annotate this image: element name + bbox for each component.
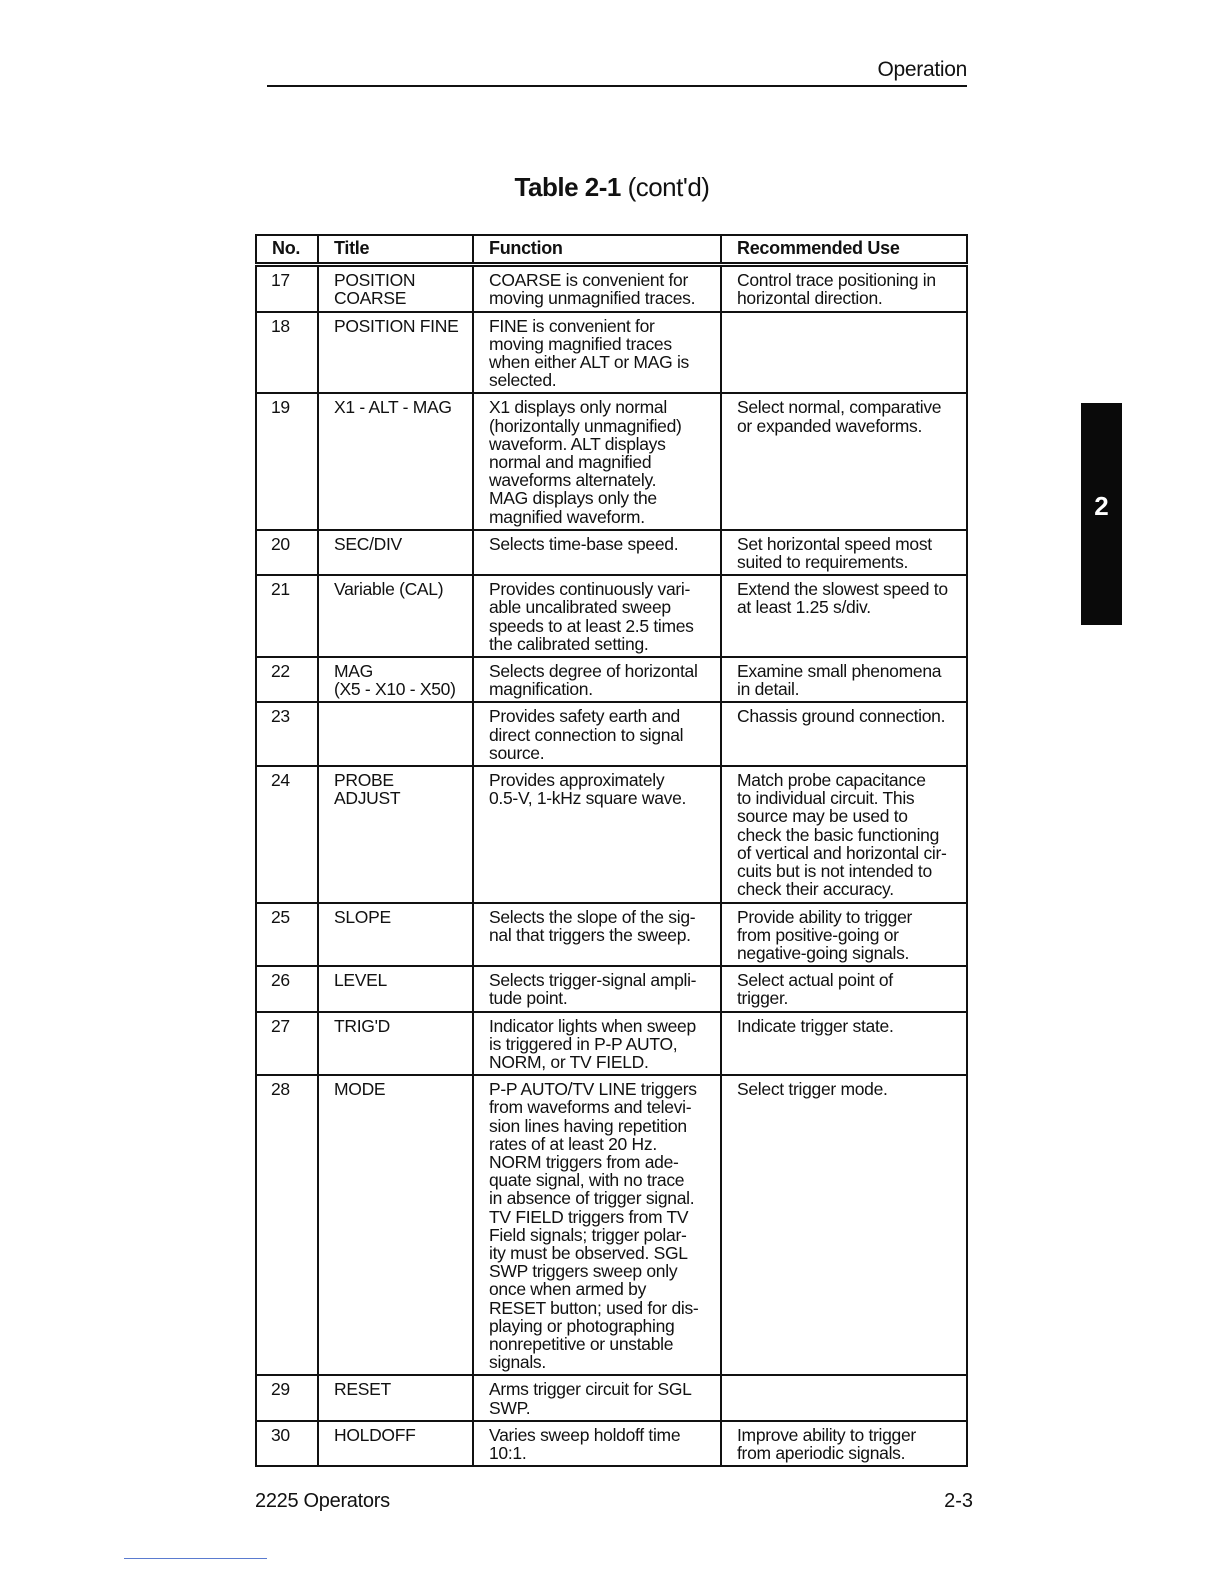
row-recommended-use: Indicate trigger state. [721,1012,967,1076]
running-header: Operation [877,58,967,81]
row-function: X1 displays only normal (horizontally unmagnified) waveform. ALT displays normal and magnified waveforms alternately. MAG displays only the magnified waveform. [473,393,721,529]
table-title [0,172,1224,203]
row-recommended-use: Select trigger mode. [721,1075,967,1375]
row-function: Selects time-base speed. [473,530,721,575]
table-row [256,903,967,967]
row-title: X1 - ALT - MAG [318,393,473,529]
row-function: Provides approximately 0.5-V, 1-kHz square wave. [473,766,721,902]
row-title: HOLDOFF [318,1421,473,1466]
row-number: 26 [256,966,318,1011]
table-row [256,312,967,394]
row-number: 24 [256,766,318,902]
row-number: 20 [256,530,318,575]
row-recommended-use: Improve ability to trigger from aperiodic signals. [721,1421,967,1466]
section-tab [1081,403,1122,625]
row-function: Selects degree of horizontal magnification. [473,657,721,702]
row-recommended-use [721,1375,967,1420]
footer-page-number: 2-3 [944,1490,973,1512]
row-recommended-use: Set horizontal speed most suited to requirements. [721,530,967,575]
table-row [256,1012,967,1076]
table-row [256,393,967,529]
table-row [256,966,967,1011]
table-row [256,1421,967,1466]
row-function: Provides continuously vari- able uncalibrated sweep speeds to at least 2.5 times the calibrated setting. [473,575,721,657]
row-function: Varies sweep holdoff time 10:1. [473,1421,721,1466]
table-row [256,575,967,657]
table-row [256,1375,967,1420]
table-row [256,1075,967,1375]
row-title: POSITION FINE [318,312,473,394]
row-recommended-use: Chassis ground connection. [721,702,967,766]
table-row [256,766,967,902]
table-header-row [256,235,967,265]
row-title: TRIG'D [318,1012,473,1076]
table-row [256,657,967,702]
controls-table [255,234,968,1467]
row-number: 23 [256,702,318,766]
section-tab-label: 2 [1094,491,1109,521]
col-header-title: Title [318,235,473,265]
row-function: FINE is convenient for moving magnified traces when either ALT or MAG is selected. [473,312,721,394]
col-header-function: Function [473,235,721,265]
row-function: Indicator lights when sweep is triggered in P-P AUTO, NORM, or TV FIELD. [473,1012,721,1076]
row-title: Variable (CAL) [318,575,473,657]
row-title: SEC/DIV [318,530,473,575]
footer-manual-title: 2225 Operators [255,1490,390,1512]
row-title: MAG (X5 - X10 - X50) [318,657,473,702]
row-number: 17 [256,265,318,312]
row-number: 30 [256,1421,318,1466]
header-rule [267,85,967,87]
row-title: POSITION COARSE [318,265,473,312]
row-recommended-use [721,312,967,394]
row-recommended-use: Match probe capacitance to individual circuit. This source may be used to check the basic functioning of vertical and horizontal cir- cuits but is not intended to check their accuracy. [721,766,967,902]
row-function: Provides safety earth and direct connection to signal source. [473,702,721,766]
row-recommended-use: Provide ability to trigger from positive-going or negative-going signals. [721,903,967,967]
table-row [256,702,967,766]
row-number: 27 [256,1012,318,1076]
bottom-edge-line [124,1558,267,1559]
row-title: MODE [318,1075,473,1375]
table-title-suffix: (cont'd) [627,172,710,202]
row-number: 28 [256,1075,318,1375]
row-function: Arms trigger circuit for SGL SWP. [473,1375,721,1420]
row-number: 18 [256,312,318,394]
row-recommended-use: Select actual point of trigger. [721,966,967,1011]
table-row [256,265,967,312]
row-title [318,702,473,766]
row-title: SLOPE [318,903,473,967]
row-number: 25 [256,903,318,967]
row-recommended-use: Control trace positioning in horizontal direction. [721,265,967,312]
row-function: Selects trigger-signal ampli- tude point. [473,966,721,1011]
row-number: 21 [256,575,318,657]
row-recommended-use: Select normal, comparative or expanded waveforms. [721,393,967,529]
row-recommended-use: Examine small phenomena in detail. [721,657,967,702]
row-title: LEVEL [318,966,473,1011]
table-title-label: Table 2-1 [514,172,621,202]
row-number: 22 [256,657,318,702]
row-number: 29 [256,1375,318,1420]
row-recommended-use: Extend the slowest speed to at least 1.25 s/div. [721,575,967,657]
row-title: RESET [318,1375,473,1420]
row-title: PROBE ADJUST [318,766,473,902]
row-function: Selects the slope of the sig- nal that triggers the sweep. [473,903,721,967]
table-row [256,530,967,575]
col-header-recommended-use: Recommended Use [721,235,967,265]
row-function: P-P AUTO/TV LINE triggers from waveforms and televi- sion lines having repetition rates of at least 20 Hz. NORM triggers from ade- quate signal, with no trace in absence of trigger signal. TV FIELD triggers from TV Field signals; trigger polar- ity must be observed. SGL SWP triggers sweep only once when armed by RESET button; used for dis- playing or photographing nonrepetitive or unstable signals. [473,1075,721,1375]
row-function: COARSE is convenient for moving unmagnified traces. [473,265,721,312]
row-number: 19 [256,393,318,529]
col-header-no: No. [256,235,318,265]
